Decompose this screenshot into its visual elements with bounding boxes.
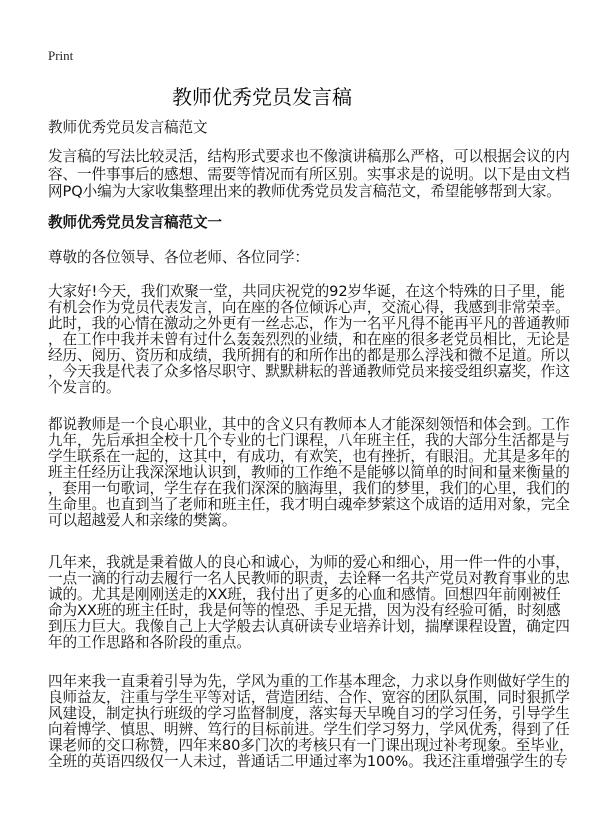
text-line: 四年来我一直秉着引导为先，学风为重的工作基本理念，力求以身作则做好学生的 [48, 673, 570, 690]
text-line: ，今天我是代表了众多恪尽职守、默默耕耘的普通教师党员来接受组织嘉奖，作这 [48, 363, 570, 380]
text-line: 此时，我的心情在激动之外更有一丝忐忑，作为一名平凡得不能再平凡的普通教师 [48, 315, 570, 332]
text-line: ，在工作中我并未曾有过什么轰轰烈烈的业绩，和在座的很多老党员相比，无论是 [48, 331, 570, 348]
text-line: 个发言的。 [48, 379, 121, 396]
text-line: 九年，先后承担全校十几个专业的七门课程，八年班主任，我的大部分生活都是与 [48, 432, 570, 449]
text-line: 经历、阅历、资历和成绩，我所拥有的和所作出的都是那么浮浅和微不足道。所以 [48, 347, 570, 364]
text-line: 命为XX班的班主任时，我是何等的惶恐、手足无措，因为没有经验可循，时刻感 [48, 602, 561, 619]
text-line: 良师益友，注重与学生平等对话，营造团结、合作、宽容的团队氛围，同时狠抓学 [48, 689, 570, 706]
text-line: 学生联系在一起的，这其中，有成功，有欢笑，也有挫折，有眼泪。尤其是多年的 [48, 448, 570, 465]
paragraph-2 [48, 417, 570, 529]
text-line: 一点一滴的行动去履行一名人民教师的职责，去诠释一名共产党员对教育事业的忠 [48, 570, 570, 587]
page-title: 教师优秀党员发言稿 [172, 85, 352, 109]
text-line: 班主任经历让我深深地认识到，教师的工作绝不是能够以简单的时间和量来衡量的 [48, 464, 570, 481]
text-line: 网PQ小编为大家收集整理出来的教师优秀党员发言稿范文，希望能够帮到大家。 [48, 183, 561, 200]
text-line: ，套用一句歌词，学生存在我们深深的脑海里，我们的梦里，我们的心里，我们的 [48, 480, 570, 497]
paragraph-1 [48, 284, 570, 396]
text-line: 几年来，我就是秉着做人的良心和诚心，为师的爱心和细心，用一件一件的小事， [48, 554, 570, 571]
intro-paragraph [48, 149, 570, 202]
text-line: 诚的。尤其是刚刚送走的XX班，我付出了更多的心血和感情。回想四年前刚被任 [48, 586, 561, 603]
text-line: 都说教师是一个良心职业，其中的含义只有教师本人才能深刻领悟和体会到。工作 [48, 416, 570, 433]
text-line: 年的工作思路和各阶段的重点。 [48, 634, 251, 651]
paragraph-3 [48, 555, 570, 651]
section-heading: 教师优秀党员发言稿范文一 [48, 214, 222, 231]
text-line: 全班的英语四级仅一人未过，普通话二甲通过率为100%。我还注重增强学生的专 [48, 753, 568, 770]
text-line: 课老师的交口称赞，四年来80多门次的考核只有一门课出现过补考现象。至毕业， [48, 737, 574, 754]
text-line: 容、一件事事后的感想、需要等情况而有所区别。实事求是的说明。以下是由文档 [48, 165, 570, 183]
text-line: 有机会作为党员代表发言，向在座的各位倾诉心声，交流心得，我感到非常荣幸。 [48, 299, 570, 316]
text-line: 发言稿的写法比较灵活，结构形式要求也不像演讲稿那么严格，可以根据会议的内 [48, 148, 570, 165]
text-line: 生命里。也直到当了老师和班主任，我才明白魂牵梦萦这个成语的适用对象，完全 [48, 496, 570, 513]
text-line: 可以超越爱人和亲缘的樊篱。 [48, 512, 237, 529]
text-line: 大家好!今天，我们欢聚一堂，共同庆祝党的92岁华诞，在这个特殊的日子里，能 [48, 283, 565, 300]
text-line: 向着博学、慎思、明辨、笃行的目标前进。学生们学习努力，学风优秀，得到了任 [48, 721, 570, 738]
greeting: 尊敬的各位领导、各位老师、各位同学： [48, 249, 309, 266]
paragraph-4 [48, 674, 574, 770]
text-line: 到压力巨大。我像自己上大学般去认真研读专业培养计划，揣摩课程设置，确定四 [48, 618, 570, 635]
text-line: 风建设，制定执行班级的学习监督制度，落实每天早晚自习的学习任务，引导学生 [48, 705, 570, 722]
subtitle: 教师优秀党员发言稿范文 [48, 119, 208, 136]
print-link[interactable]: Print [48, 48, 74, 63]
